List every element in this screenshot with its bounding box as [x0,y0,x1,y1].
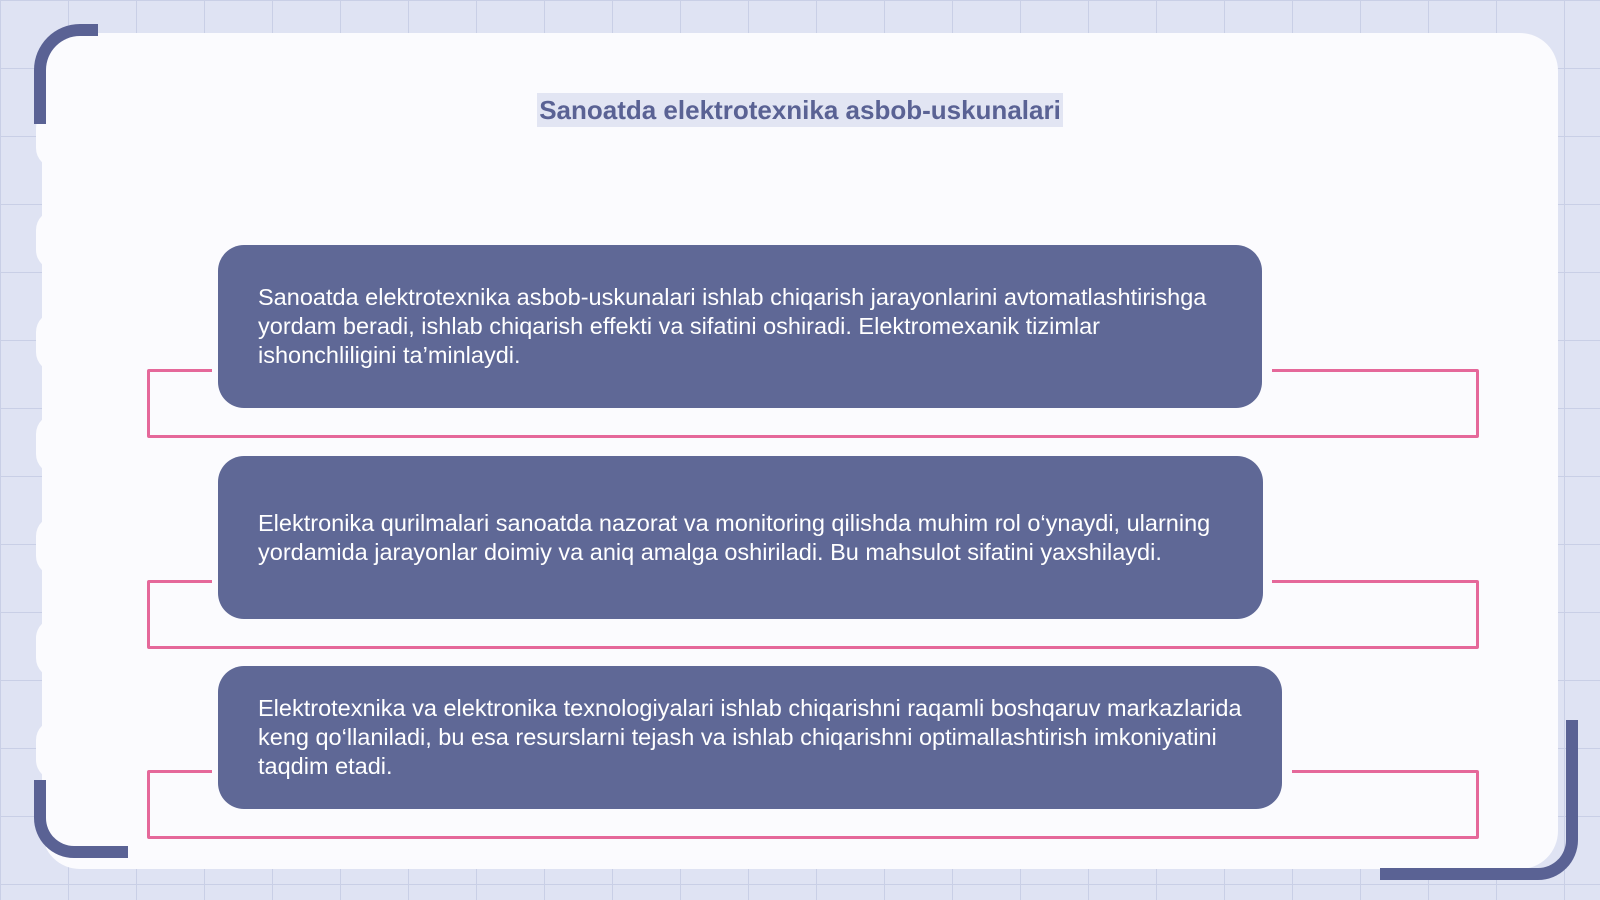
corner-bracket-bottom-left [34,780,128,858]
paper-scallop [36,414,76,474]
card-text-3: Elektrotexnika va elektronika texnologiyalari ishlab chiqarishni raqamli boshqaruv markazlarida keng qo‘llaniladi, bu esa resurslarni tejash va ishlab chiqarishni optimallashtirish imkoniyatini taqdim etadi. [258,695,1242,779]
paper-scallop [36,618,76,678]
paper-scallop [36,516,76,576]
content-card-2 [218,456,1263,619]
paper-scallop [36,720,76,780]
content-card-1 [218,245,1262,408]
card-text-2: Elektronika qurilmalari sanoatda nazorat va monitoring qilishda muhim rol o‘ynaydi, ularning yordamida jarayonlar doimiy va aniq amalga oshiriladi. Bu mahsulot sifatini yaxshilaydi. [258,509,1211,565]
paper-scallop [36,312,76,372]
paper-scallop [36,210,76,270]
slide-title-text: Sanoatda elektrotexnika asbob-uskunalari [539,95,1061,125]
card-text-1: Sanoatda elektrotexnika asbob-uskunalari ishlab chiqarish jarayonlarini avtomatlashtirishga yordam beradi, ishlab chiqarish effekti va sifatini oshiradi. Elektromexanik tizimlar ishonchliligini ta’minlaydi. [258,284,1207,368]
slide-title [0,95,1600,126]
content-card-3 [218,666,1282,809]
